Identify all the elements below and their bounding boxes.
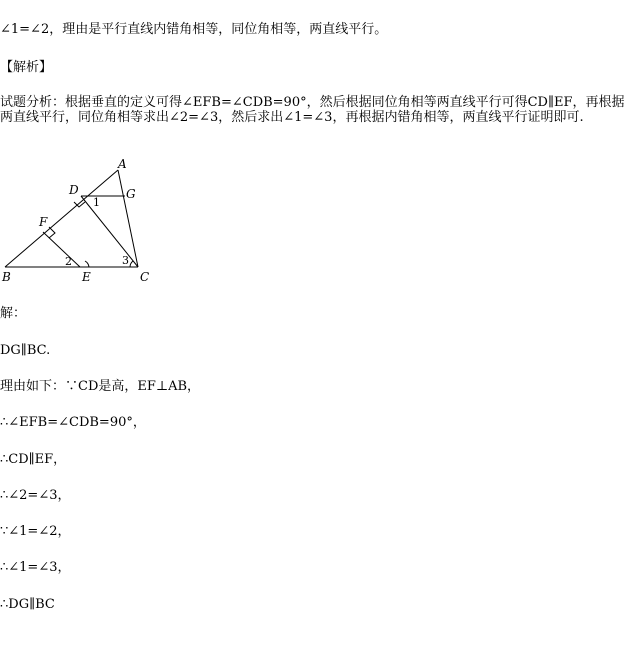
point-label-A: A [118,157,127,171]
solution-reason-intro: 理由如下：∵CD是高，EF⊥AB， [0,379,201,394]
point-label-B: B [2,270,11,284]
solution-label: 解： [0,306,27,321]
solution-step-3: ∴∠2=∠3， [0,488,71,503]
angle-label-1: 1 [93,196,100,209]
solution-step-5: ∴∠1=∠3， [0,560,71,575]
segment-CD [81,196,138,267]
angle-label-2: 2 [65,255,72,268]
point-label-E: E [82,270,91,284]
angle-2-arc [85,261,89,267]
angle-3-arc [130,261,133,267]
segment-EF [43,232,80,267]
angle-label-3: 3 [122,254,129,267]
solution-conclusion: DG∥BC. [0,343,51,358]
solution-step-2: ∴CD∥EF， [0,452,67,467]
segment-AC [118,170,138,267]
solution-step-4: ∵∠1=∠2， [0,524,71,539]
intro-line: ∠1=∠2，理由是平行直线内错角相等，同位角相等，两直线平行。 [0,22,388,37]
point-label-C: C [140,270,150,284]
analysis-header: 【解析】 [0,60,53,75]
point-label-F: F [39,215,48,229]
geometry-figure [0,155,170,290]
analysis-text: 试题分析：根据垂直的定义可得∠EFB=∠CDB=90°，然后根据同位角相等两直线平行可得CD∥EF，再根据两直线平行，同位角相等求出∠2=∠3，然后求出∠1=∠3，再根据内错角相等，两直线平行证明即可. [0,95,625,125]
segment-AB [5,170,118,267]
point-label-D: D [69,183,79,197]
solution-step-6: ∴DG∥BC [0,597,55,612]
solution-step-1: ∴∠EFB=∠CDB=90°， [0,415,146,430]
point-label-G: G [126,187,136,201]
